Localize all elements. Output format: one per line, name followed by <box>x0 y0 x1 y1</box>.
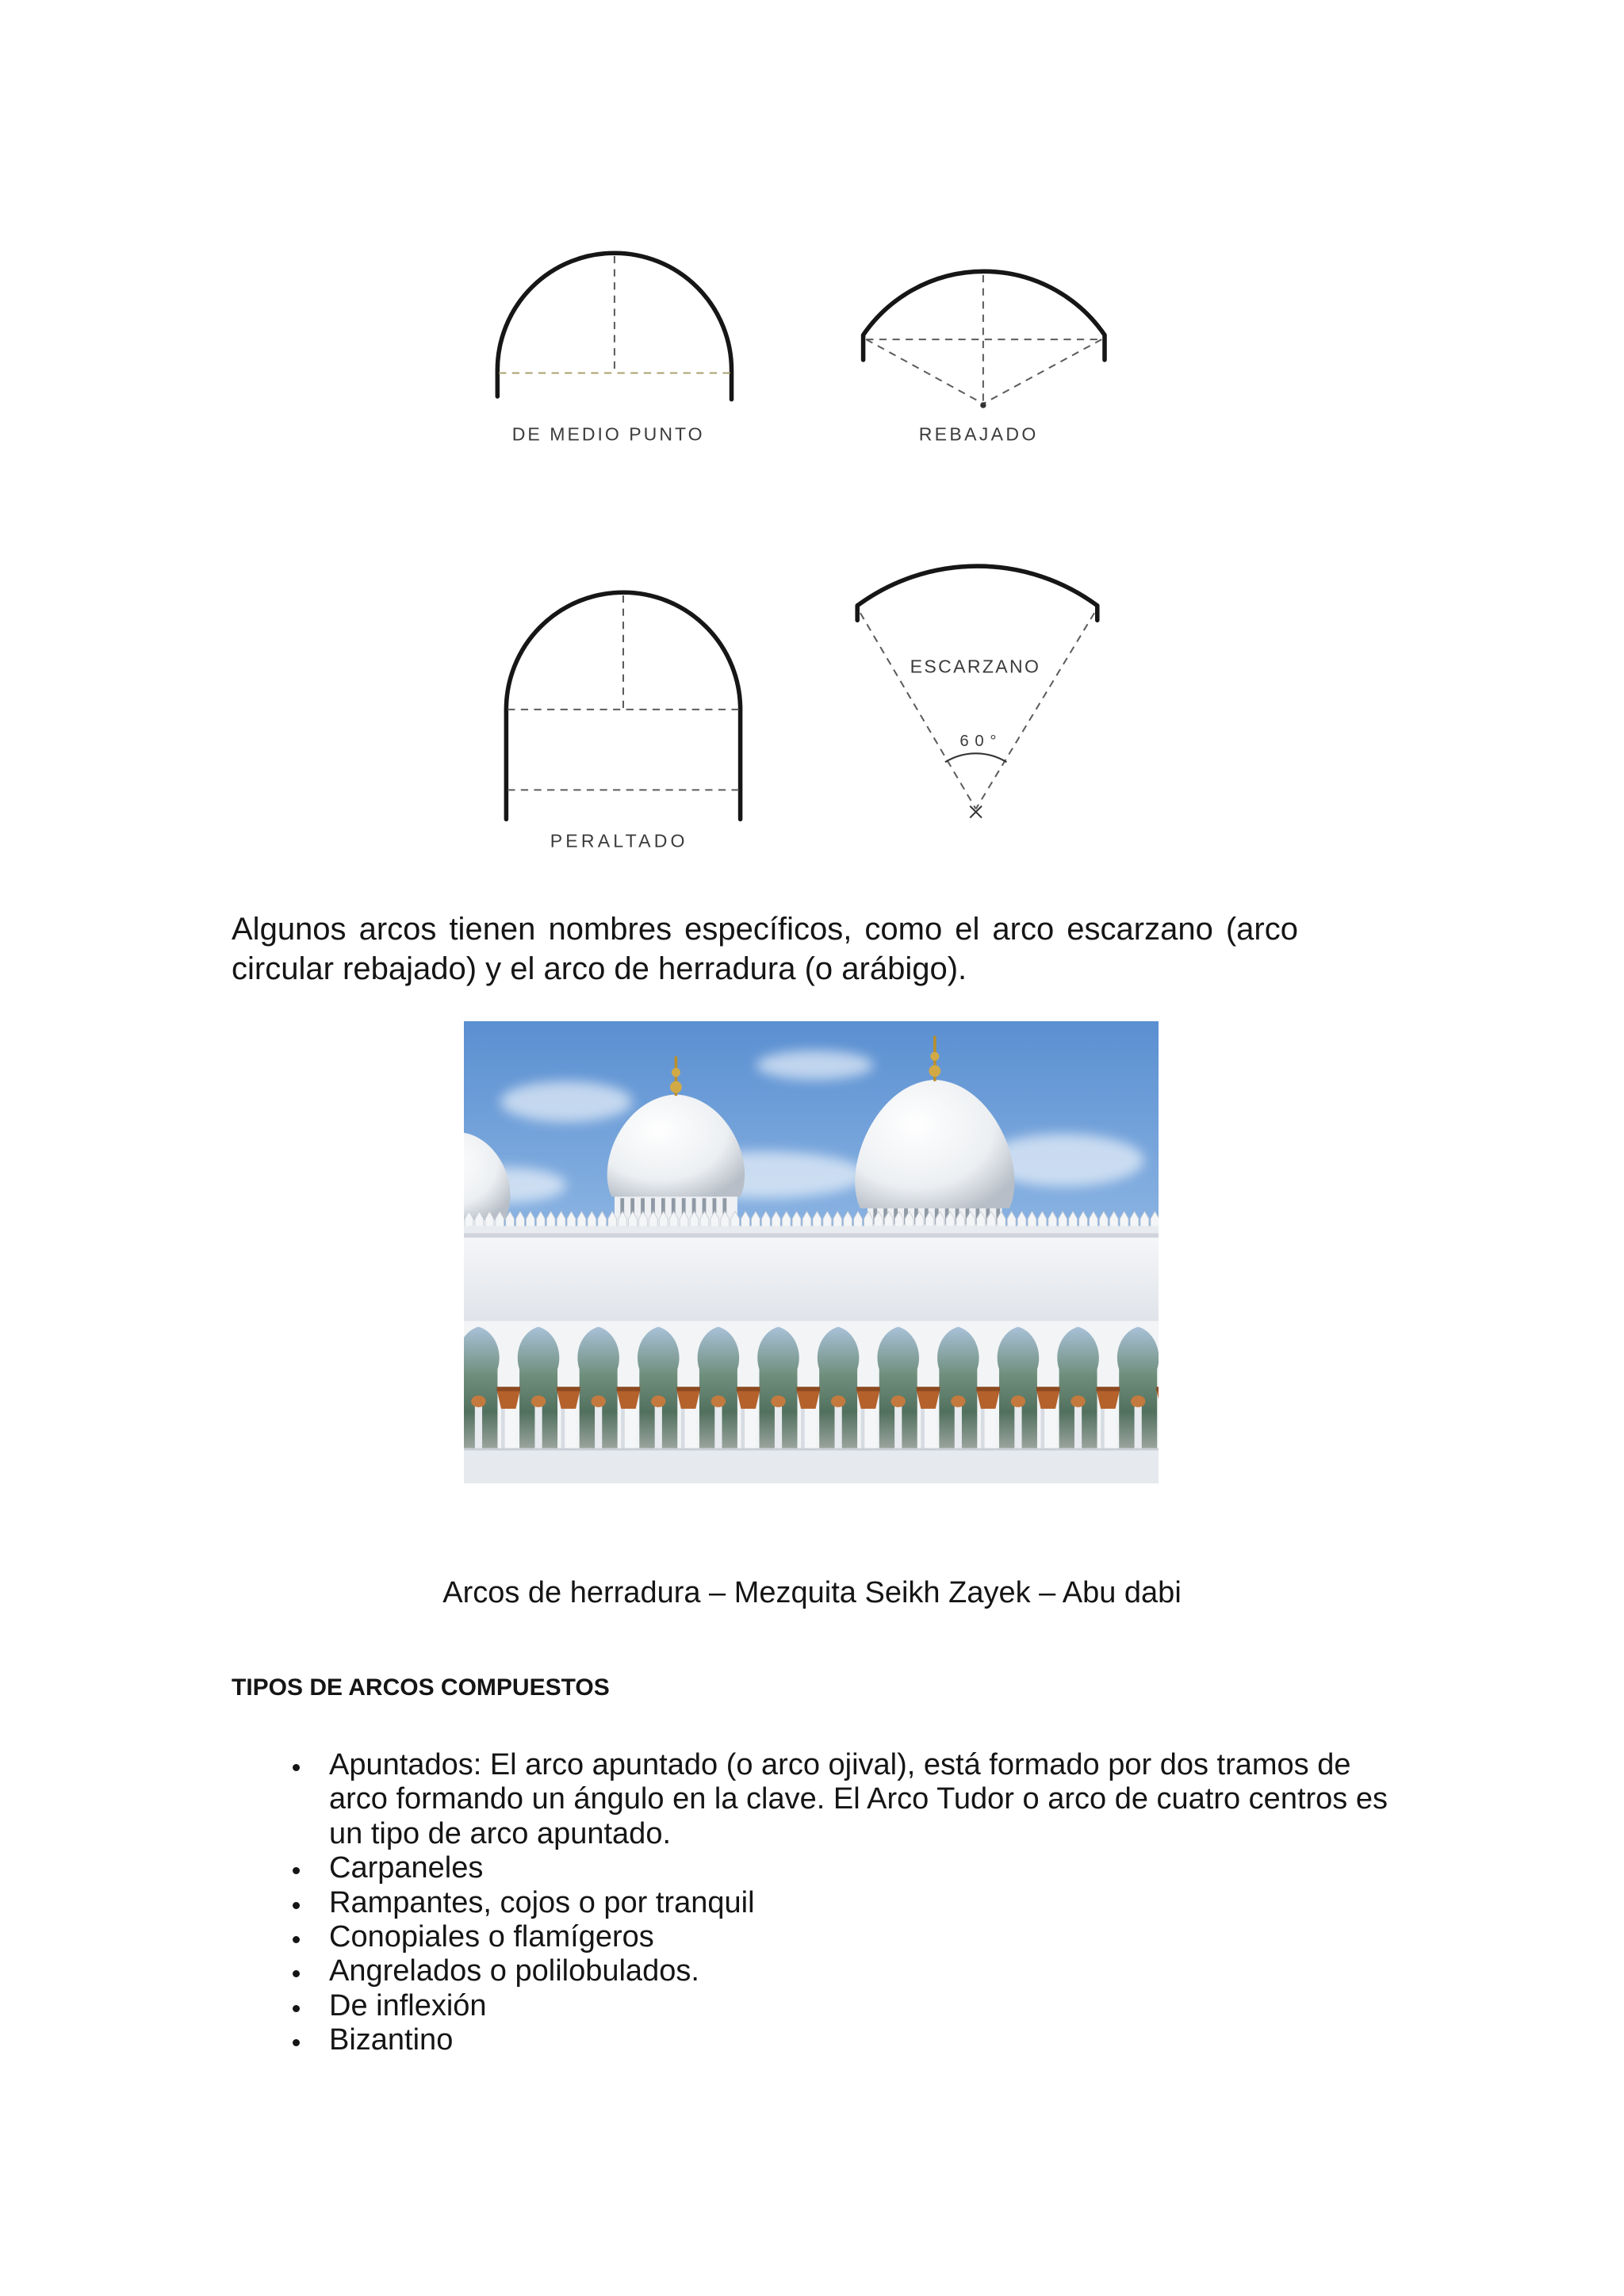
back-capital <box>891 1395 906 1407</box>
guide-line <box>976 613 1094 809</box>
finial-sphere <box>930 1052 939 1061</box>
arch-label: DE MEDIO PUNTO <box>511 423 703 445</box>
column-shade <box>861 1407 865 1448</box>
photo-caption: Arcos de herradura – Mezquita Seikh Zayek – Abu dabi <box>442 1576 1182 1609</box>
back-column <box>655 1404 662 1448</box>
finial-sphere <box>672 1068 680 1077</box>
arch-label: REBAJADO <box>918 423 1036 445</box>
bullet <box>293 1764 300 1771</box>
list-item <box>232 1886 1396 1920</box>
back-capital <box>771 1395 785 1407</box>
bullet <box>293 1902 300 1909</box>
back-capital <box>1071 1395 1085 1407</box>
list-item-text: De inflexión <box>329 1988 487 2022</box>
list-item-text: Conopiales o flamígeros <box>329 1920 654 1954</box>
guide-line <box>983 339 1101 404</box>
column-shade <box>801 1407 805 1448</box>
back-capital <box>471 1395 485 1407</box>
arch-outline <box>857 566 1097 620</box>
list-item-text: Rampantes, cojos o por tranquil <box>329 1885 755 1919</box>
bullet <box>293 2005 300 2012</box>
list-item-text: Angrelados o polilobulados. <box>329 1954 699 1988</box>
capital-ring <box>1156 1387 1159 1391</box>
guide-line <box>860 613 976 809</box>
arch-rebajado <box>864 271 1105 444</box>
intro-paragraph: Algunos arcos tienen nombres específicos, como el arco escarzano (arco circular rebajado) y el arco de herradura (o arábigo). <box>232 912 1298 986</box>
back-capital <box>831 1395 845 1407</box>
list-item-text: Carpaneles <box>329 1851 484 1885</box>
column-shade <box>741 1407 745 1448</box>
back-column <box>1074 1404 1082 1448</box>
arch-types-diagram <box>0 0 1624 888</box>
list-item-text: Bizantino <box>329 2023 454 2057</box>
capital-ring <box>676 1387 700 1391</box>
bullet <box>293 1970 300 1977</box>
arch-label: PERALTADO <box>550 830 685 851</box>
center-point <box>980 402 986 408</box>
capital-ring <box>1097 1387 1120 1391</box>
column-shade <box>681 1407 685 1448</box>
bullet <box>293 2039 300 2046</box>
back-column <box>595 1404 602 1448</box>
mosque-photo <box>464 1021 1159 1483</box>
arch-escarzano <box>857 566 1097 817</box>
finial-sphere <box>670 1081 682 1093</box>
capital-ring <box>737 1387 760 1391</box>
back-capital <box>1131 1395 1145 1407</box>
back-column <box>894 1404 902 1448</box>
cloud <box>756 1050 874 1080</box>
back-capital <box>951 1395 965 1407</box>
cloud <box>500 1081 632 1123</box>
list-item <box>232 2023 1396 2057</box>
list-item <box>232 1748 1396 1851</box>
column-shade <box>621 1407 625 1448</box>
back-capital <box>531 1395 546 1407</box>
column-shade <box>561 1407 565 1448</box>
back-column <box>775 1404 782 1448</box>
back-capital <box>591 1395 605 1407</box>
back-capital <box>651 1395 665 1407</box>
arch-label: ESCARZANO <box>910 656 1039 677</box>
column-shade <box>921 1407 925 1448</box>
wall <box>464 1234 1159 1324</box>
arch-medio-punto <box>497 253 731 444</box>
finial-sphere <box>929 1065 940 1077</box>
parapet-band <box>464 1226 1159 1233</box>
capital-ring <box>1036 1387 1060 1391</box>
list-item <box>232 1851 1396 1885</box>
back-column <box>835 1404 842 1448</box>
section-heading: TIPOS DE ARCOS COMPUESTOS <box>232 1674 610 1701</box>
back-column <box>955 1404 962 1448</box>
capital-ring <box>496 1387 520 1391</box>
capital-ring <box>557 1387 580 1391</box>
back-column <box>534 1404 542 1448</box>
list-item <box>232 1989 1396 2023</box>
back-capital <box>711 1395 726 1407</box>
floor-edge <box>464 1448 1159 1451</box>
column-shade <box>1101 1407 1105 1448</box>
arch-peraltado <box>506 592 740 851</box>
back-column <box>714 1404 722 1448</box>
floor <box>464 1448 1159 1483</box>
back-capital <box>1011 1395 1025 1407</box>
list-item-text: Apuntados: El arco apuntado (o arco ojival), está formado por dos tramos de arco formando un ángulo en la clave. El Arco Tudor o arco de cuatro centros es un tipo de arco apuntado. <box>329 1748 1388 1850</box>
back-column <box>1014 1404 1021 1448</box>
capital-ring <box>856 1387 880 1391</box>
bullet <box>293 1867 300 1874</box>
capital-ring <box>617 1387 641 1391</box>
arch-types-list <box>232 1748 1396 2058</box>
angle-label: 60° <box>959 733 997 751</box>
list-item <box>232 1920 1396 1954</box>
bullet <box>293 1936 300 1943</box>
column-shade <box>1041 1407 1045 1448</box>
column-shade <box>501 1407 505 1448</box>
back-column <box>475 1404 482 1448</box>
guide-line <box>866 339 983 404</box>
column-shade <box>981 1407 985 1448</box>
back-column <box>1135 1404 1142 1448</box>
angle-arc <box>945 753 1006 762</box>
capital-ring <box>976 1387 1000 1391</box>
parapet-merlons <box>464 1210 1159 1227</box>
list-item <box>232 1954 1396 1988</box>
wall-shadow <box>464 1234 1159 1238</box>
capital-ring <box>797 1387 821 1391</box>
capital-ring <box>917 1387 940 1391</box>
